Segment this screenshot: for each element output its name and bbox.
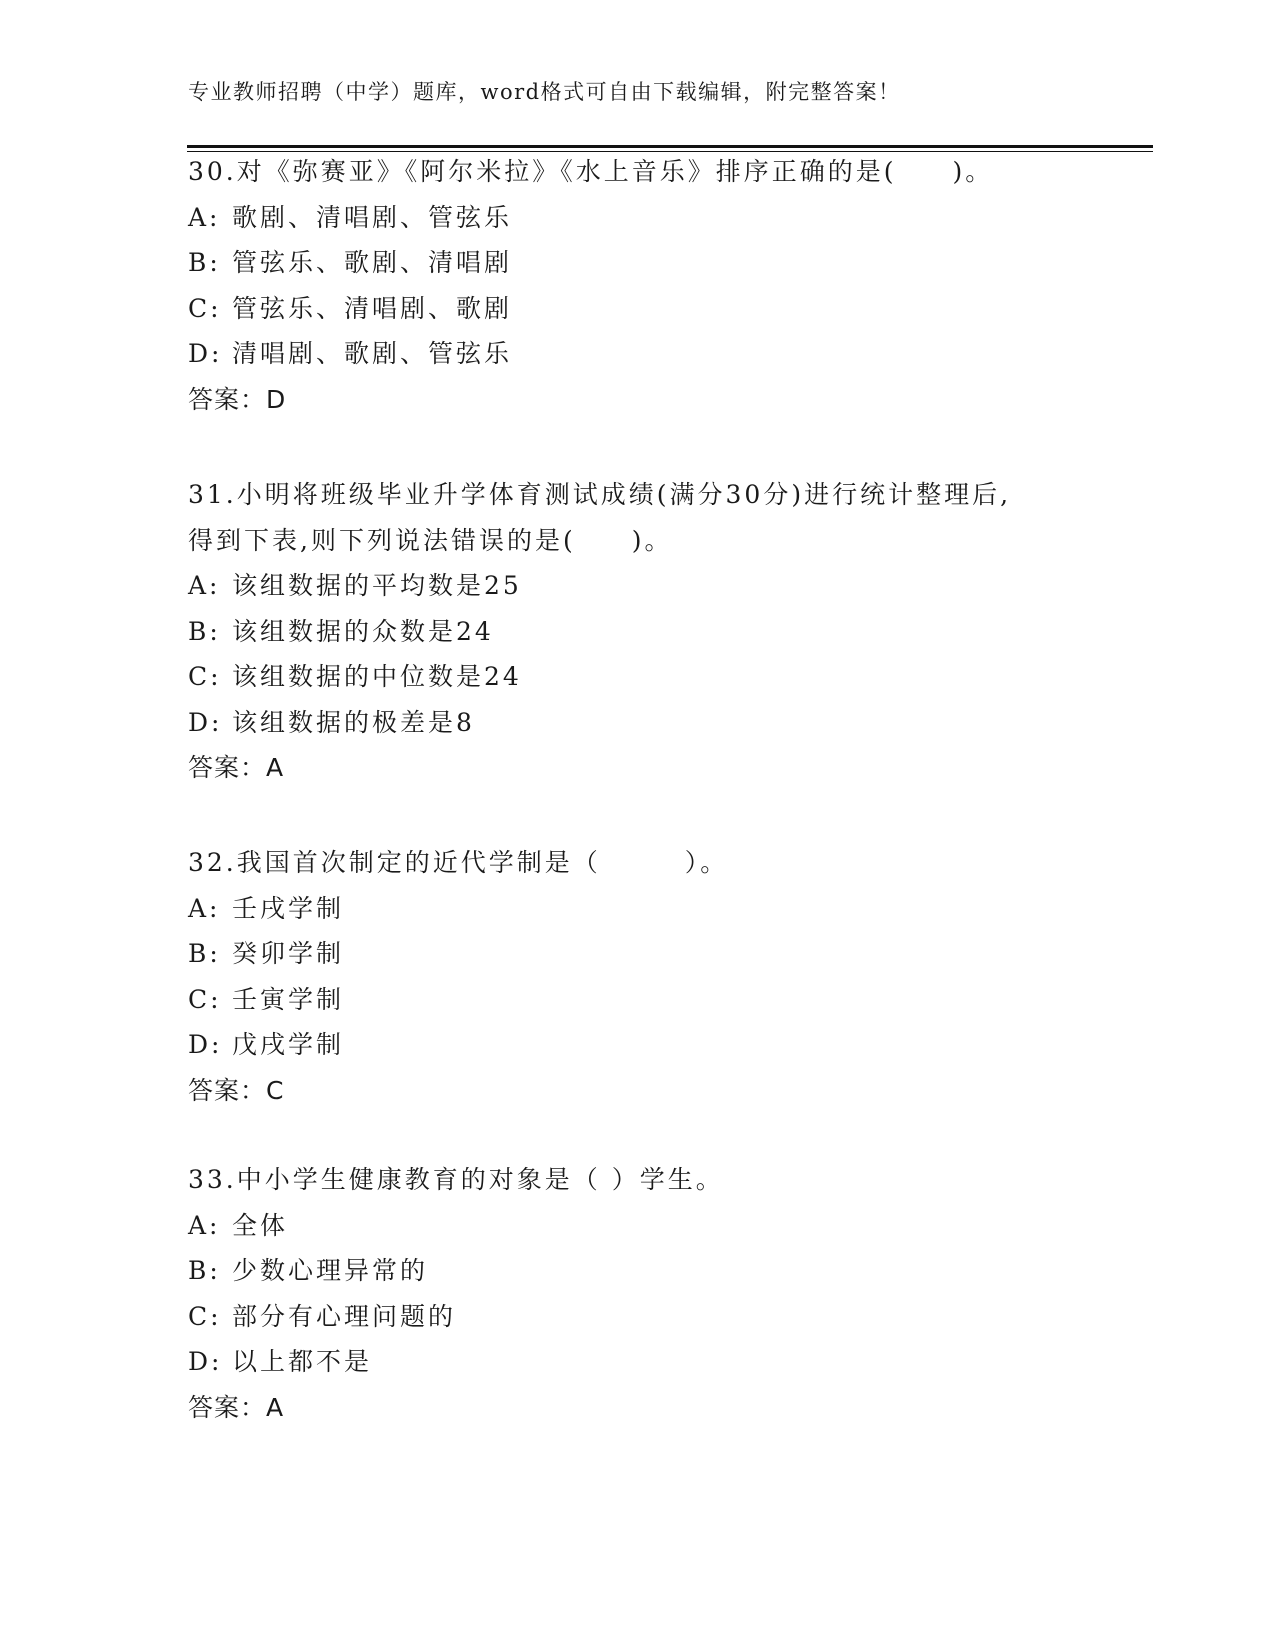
option-letter: C: xyxy=(188,662,222,691)
option-c xyxy=(188,654,1148,700)
option-text: 该组数据的中位数是24 xyxy=(232,662,522,691)
option-d xyxy=(188,1339,1148,1385)
question-stem: 32.我国首次制定的近代学制是（ ）。 xyxy=(188,848,729,877)
option-letter: C: xyxy=(188,1301,222,1331)
option-letter: B: xyxy=(188,616,221,646)
option-b xyxy=(188,931,1148,977)
option-c xyxy=(188,1294,1148,1340)
option-text: 该组数据的极差是8 xyxy=(232,707,475,737)
option-c xyxy=(188,977,1148,1023)
question-stem: 33.中小学生健康教育的对象是（ ）学生。 xyxy=(188,1165,724,1194)
question-33 xyxy=(188,1157,1148,1430)
option-d xyxy=(188,700,1148,746)
question-30 xyxy=(188,149,1148,422)
option-text: 壬戌学制 xyxy=(232,893,345,923)
question-32 xyxy=(188,840,1148,1113)
option-a xyxy=(188,563,1148,609)
option-text: 管弦乐、歌剧、清唱剧 xyxy=(232,248,513,277)
option-text: 该组数据的众数是24 xyxy=(232,616,494,646)
option-a xyxy=(188,1203,1148,1249)
option-text: 癸卯学制 xyxy=(232,939,345,968)
option-text: 部分有心理问题的 xyxy=(232,1301,457,1331)
option-letter: C: xyxy=(188,984,222,1014)
option-letter: D: xyxy=(188,339,223,368)
option-a xyxy=(188,886,1148,932)
answer: 答案：D xyxy=(188,384,287,414)
header-divider-thick xyxy=(187,145,1153,148)
question-stem-continued: 得到下表,则下列说法错误的是( )。 xyxy=(188,525,673,555)
answer: 答案：C xyxy=(188,1075,285,1105)
option-a xyxy=(188,195,1148,241)
option-text: 少数心理异常的 xyxy=(232,1256,429,1285)
option-text: 清唱剧、歌剧、管弦乐 xyxy=(232,339,513,368)
option-letter: B: xyxy=(188,1256,221,1285)
option-text: 该组数据的平均数是25 xyxy=(232,571,522,600)
question-stem: 30.对《弥赛亚》《阿尔米拉》《水上音乐》排序正确的是( )。 xyxy=(188,157,994,186)
option-text: 壬寅学制 xyxy=(232,984,345,1014)
option-letter: D: xyxy=(188,1347,223,1376)
option-b xyxy=(188,609,1148,655)
option-letter: D: xyxy=(188,1030,223,1059)
option-letter: B: xyxy=(188,939,221,968)
option-d xyxy=(188,1022,1148,1068)
answer: 答案：A xyxy=(188,1392,285,1422)
option-letter: A: xyxy=(188,893,221,923)
page-header: 专业教师招聘（中学）题库，word格式可自由下载编辑，附完整答案！ xyxy=(188,80,901,104)
option-text: 以上都不是 xyxy=(232,1347,373,1376)
question-31 xyxy=(188,472,1148,791)
option-text: 歌剧、清唱剧、管弦乐 xyxy=(232,202,513,232)
option-d xyxy=(188,331,1148,377)
option-letter: A: xyxy=(188,1210,221,1240)
question-stem: 31.小明将班级毕业升学体育测试成绩(满分30分)进行统计整理后, xyxy=(188,480,1012,509)
option-letter: A: xyxy=(188,202,221,232)
option-text: 戊戌学制 xyxy=(232,1030,345,1059)
option-letter: D: xyxy=(188,707,223,737)
option-text: 管弦乐、清唱剧、歌剧 xyxy=(232,293,513,323)
option-letter: C: xyxy=(188,293,222,323)
option-text: 全体 xyxy=(232,1210,289,1240)
option-letter: A: xyxy=(188,571,221,600)
option-c xyxy=(188,286,1148,332)
option-b xyxy=(188,1248,1148,1294)
option-letter: B: xyxy=(188,248,221,277)
answer: 答案：A xyxy=(188,753,285,782)
option-b xyxy=(188,240,1148,286)
